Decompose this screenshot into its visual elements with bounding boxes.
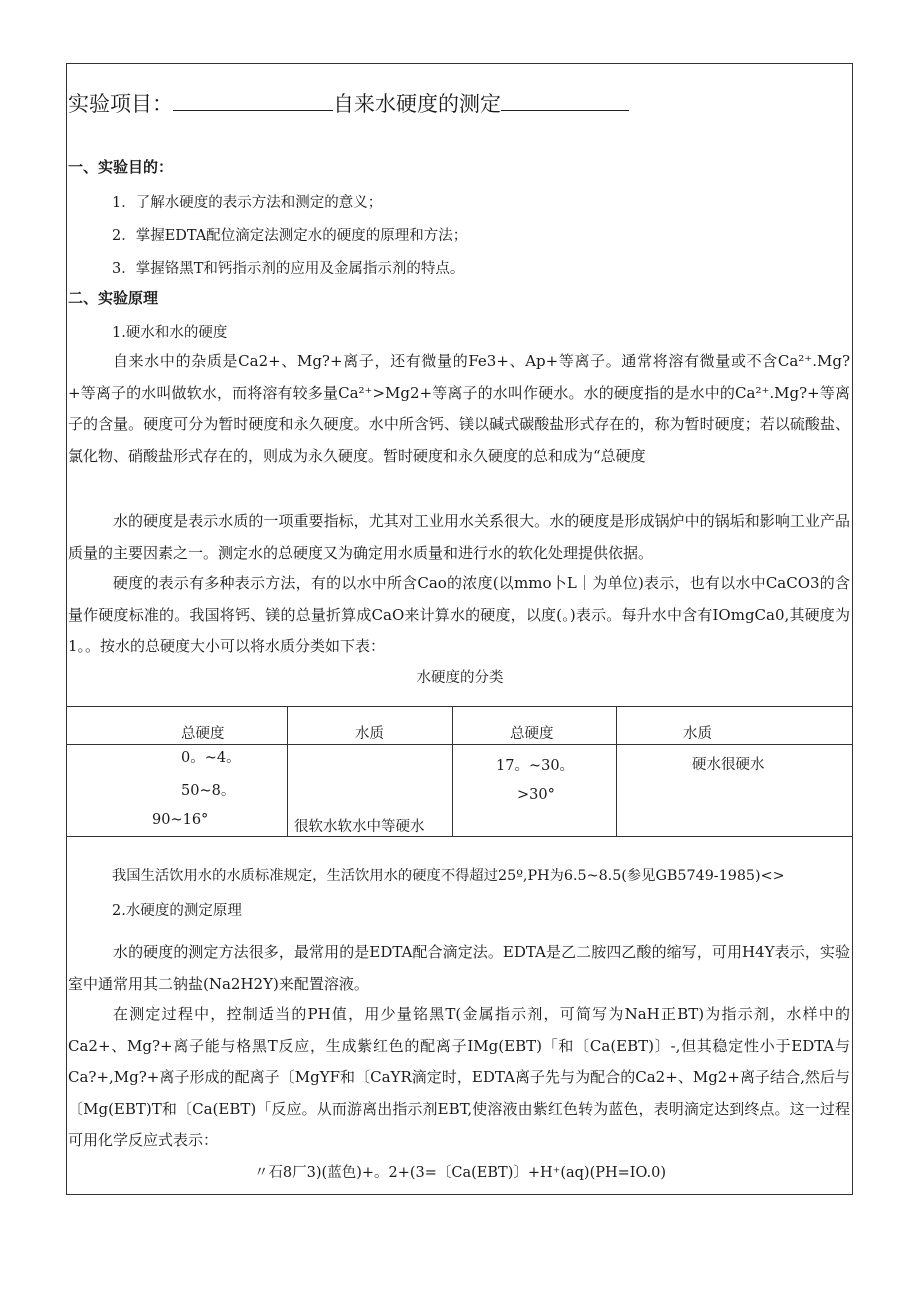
experiment-title	[68, 88, 629, 118]
title-blank-right	[501, 94, 629, 111]
title-blank-left	[173, 94, 333, 111]
objective-item-2: 2．掌握EDTA配位滴定法测定水的硬度的原理和方法；	[112, 228, 468, 244]
section1-heading: 一、实验目的：	[68, 158, 174, 176]
table-cell-quality-soft: 很软水软水中等硬水	[294, 819, 425, 835]
table-header-hardness-2: 总硬度	[510, 726, 554, 742]
table-header-hardness-1: 总硬度	[181, 726, 225, 742]
table-cell-hardness-range-1: 0。~4。	[181, 750, 241, 766]
table-divider-1	[287, 706, 288, 836]
table-cell-hardness-range-4: 17。~30。	[496, 758, 575, 774]
objective-item-3: 3．掌握铬黑T和钙指示剂的应用及金属指示剂的特点。	[112, 261, 465, 277]
table-top-border	[66, 706, 853, 707]
title-label: 实验项目：	[68, 92, 173, 116]
table-cell-quality-hard: 硬水很硬水	[692, 757, 765, 773]
reaction-equation: 〃石8厂3)(蓝色)+。2+(3=〔Ca(EBT)〕+H⁺(aq)(PH=IO.0)	[253, 1165, 667, 1181]
paragraph-standard: 我国生活饮用水的水质标准规定，生活饮用水的硬度不得超过25º,PH为6.5~8.5(参见GB5749-1985)<>	[112, 868, 785, 884]
table-header-quality-2: 水质	[683, 726, 712, 742]
paragraph-hard-water: 自来水中的杂质是Ca2+、Mg?+离子，还有微量的Fe3+、Ap+等离子。通常将溶有微量或不含Ca²⁺.Mg?+等离子的水叫做软水，而将溶有较多量Ca²⁺>Mg2+等离子的水叫作硬水。水的硬度指的是水中的Ca²⁺.Mg?+等离子的含量。硬度可分为暂时硬度和永久硬度。水中所含钙、镁以碱式碳酸盐形式存在的，称为暂时硬度；若以硫酸盐、氯化物、硝酸盐形式存在的，则成为永久硬度。暂时硬度和永久硬度的总和成为“总硬度	[68, 352, 850, 465]
table-divider-2	[452, 706, 453, 836]
table-header-quality-1: 水质	[355, 726, 384, 742]
subheading-hard-water: 1.硬水和水的硬度	[112, 325, 228, 341]
table-cell-hardness-range-5: >30°	[517, 787, 555, 803]
paragraph-importance: 水的硬度是表示水质的一项重要指标，尤其对工业用水关系很大。水的硬度是形成锅炉中的锅垢和影响工业产品质量的主要因素之一。测定水的总硬度又为确定用水质量和进行水的软化处理提供依据。	[68, 512, 850, 562]
table-cell-hardness-range-2: 50~8。	[181, 783, 236, 799]
paragraph-procedure: 在测定过程中，控制适当的PH值，用少量铭黑T(金属指示剂，可简写为NaH正BT)为指示剂，水样中的Ca2+、Mg?+离子能与格黑T反应，生成紫红色的配离子IMg(EBT)「和〔Ca(EBT)〕-,但其稳定性小于EDTA与Ca?+,Mg?+离子形成的配离子〔MgYF和〔CaYR滴定时，EDTA离子先与为配合的Ca2+、Mg2+离子结合,然后与〔Mg(EBT)T和〔Ca(EBT)「反应。从而游离出指示剂EBT,使溶液由紫红色转为蓝色，表明滴定达到终点。这一过程可用化学反应式表示：	[68, 1005, 850, 1149]
paragraph-edta: 水的硬度的测定方法很多，最常用的是EDTA配合滴定法。EDTA是乙二胺四乙酸的缩写，可用H4Y表示，实验室中通常用其二钠盐(Na2H2Y)来配置溶液。	[68, 943, 850, 993]
objective-item-1: 1．了解水硬度的表示方法和测定的意义；	[112, 195, 383, 211]
section2-heading: 二、实验原理	[68, 289, 159, 307]
table-caption: 水硬度的分类	[416, 670, 504, 686]
paragraph-expression: 硬度的表示有多种表示方法，有的以水中所含Cao的浓度(以mmo卜L｜为单位)表示，也有以水中CaCO3的含量作硬度标准的。我国将钙、镁的总量折算成CaO来计算水的硬度，以度(。)表示。每升水中含有IOmgCa0,其硬度为1。。按水的总硬度大小可以将水质分类如下表：	[68, 574, 850, 655]
subheading-measurement: 2.水硬度的测定原理	[112, 903, 242, 919]
table-cell-hardness-range-3: 90~16°	[152, 812, 209, 828]
table-bottom-border	[66, 836, 853, 837]
title-value: 自来水硬度的测定	[333, 92, 501, 116]
table-header-border	[66, 744, 853, 745]
table-divider-3	[616, 706, 617, 836]
